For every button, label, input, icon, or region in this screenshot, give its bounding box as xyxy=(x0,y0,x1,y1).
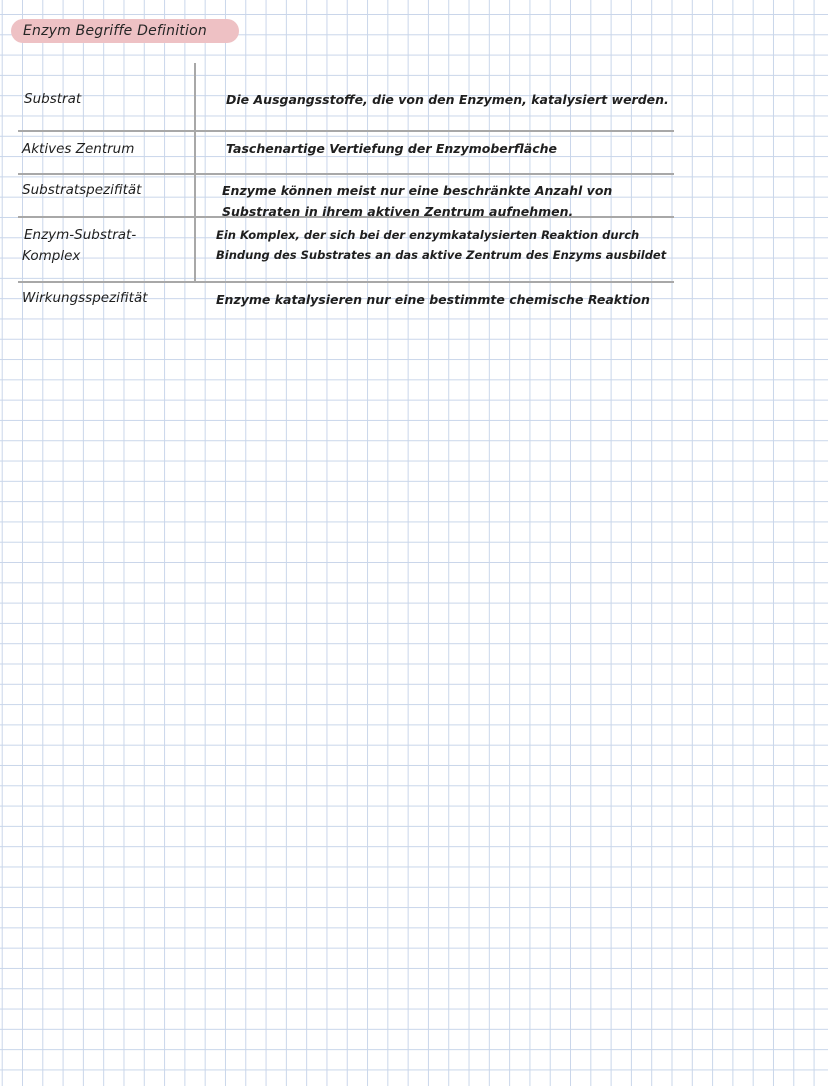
term-enzym-substrat-komplex-line-1: Enzym-Substrat- xyxy=(24,227,137,243)
definition-enzym-substrat-komplex-line-1: Ein Komplex, der sich bei der enzymkatalysierten Reaktion durch xyxy=(216,228,640,242)
term-substrat: Substrat xyxy=(24,91,82,107)
definition-enzym-substrat-komplex-line-2: Bindung des Substrates an das aktive Zentrum des Enzyms ausbildet xyxy=(216,248,667,262)
row-divider xyxy=(18,130,674,132)
term-aktives-zentrum: Aktives Zentrum xyxy=(22,141,135,157)
definition-wirkungsspezifitaet: Enzyme katalysieren nur eine bestimmte chemische Reaktion xyxy=(216,292,650,307)
definition-aktives-zentrum: Taschenartige Vertiefung der Enzymoberfläche xyxy=(226,141,557,156)
definition-substrat: Die Ausgangsstoffe, die von den Enzymen, katalysiert werden. xyxy=(226,92,669,107)
term-enzym-substrat-komplex-line-2: Komplex xyxy=(22,248,81,264)
term-substratspezifitaet: Substratspezifität xyxy=(22,182,142,198)
definition-substratspezifitaet-line-2: Substraten in ihrem aktiven Zentrum aufnehmen. xyxy=(222,204,574,219)
definitions-table xyxy=(18,63,674,315)
term-wirkungsspezifitaet: Wirkungsspezifität xyxy=(22,290,148,306)
row-divider xyxy=(18,173,674,175)
definition-substratspezifitaet-line-1: Enzyme können meist nur eine beschränkte Anzahl von xyxy=(222,183,613,198)
row-divider xyxy=(18,281,674,283)
page-title: Enzym Begriffe Definition xyxy=(11,19,239,43)
